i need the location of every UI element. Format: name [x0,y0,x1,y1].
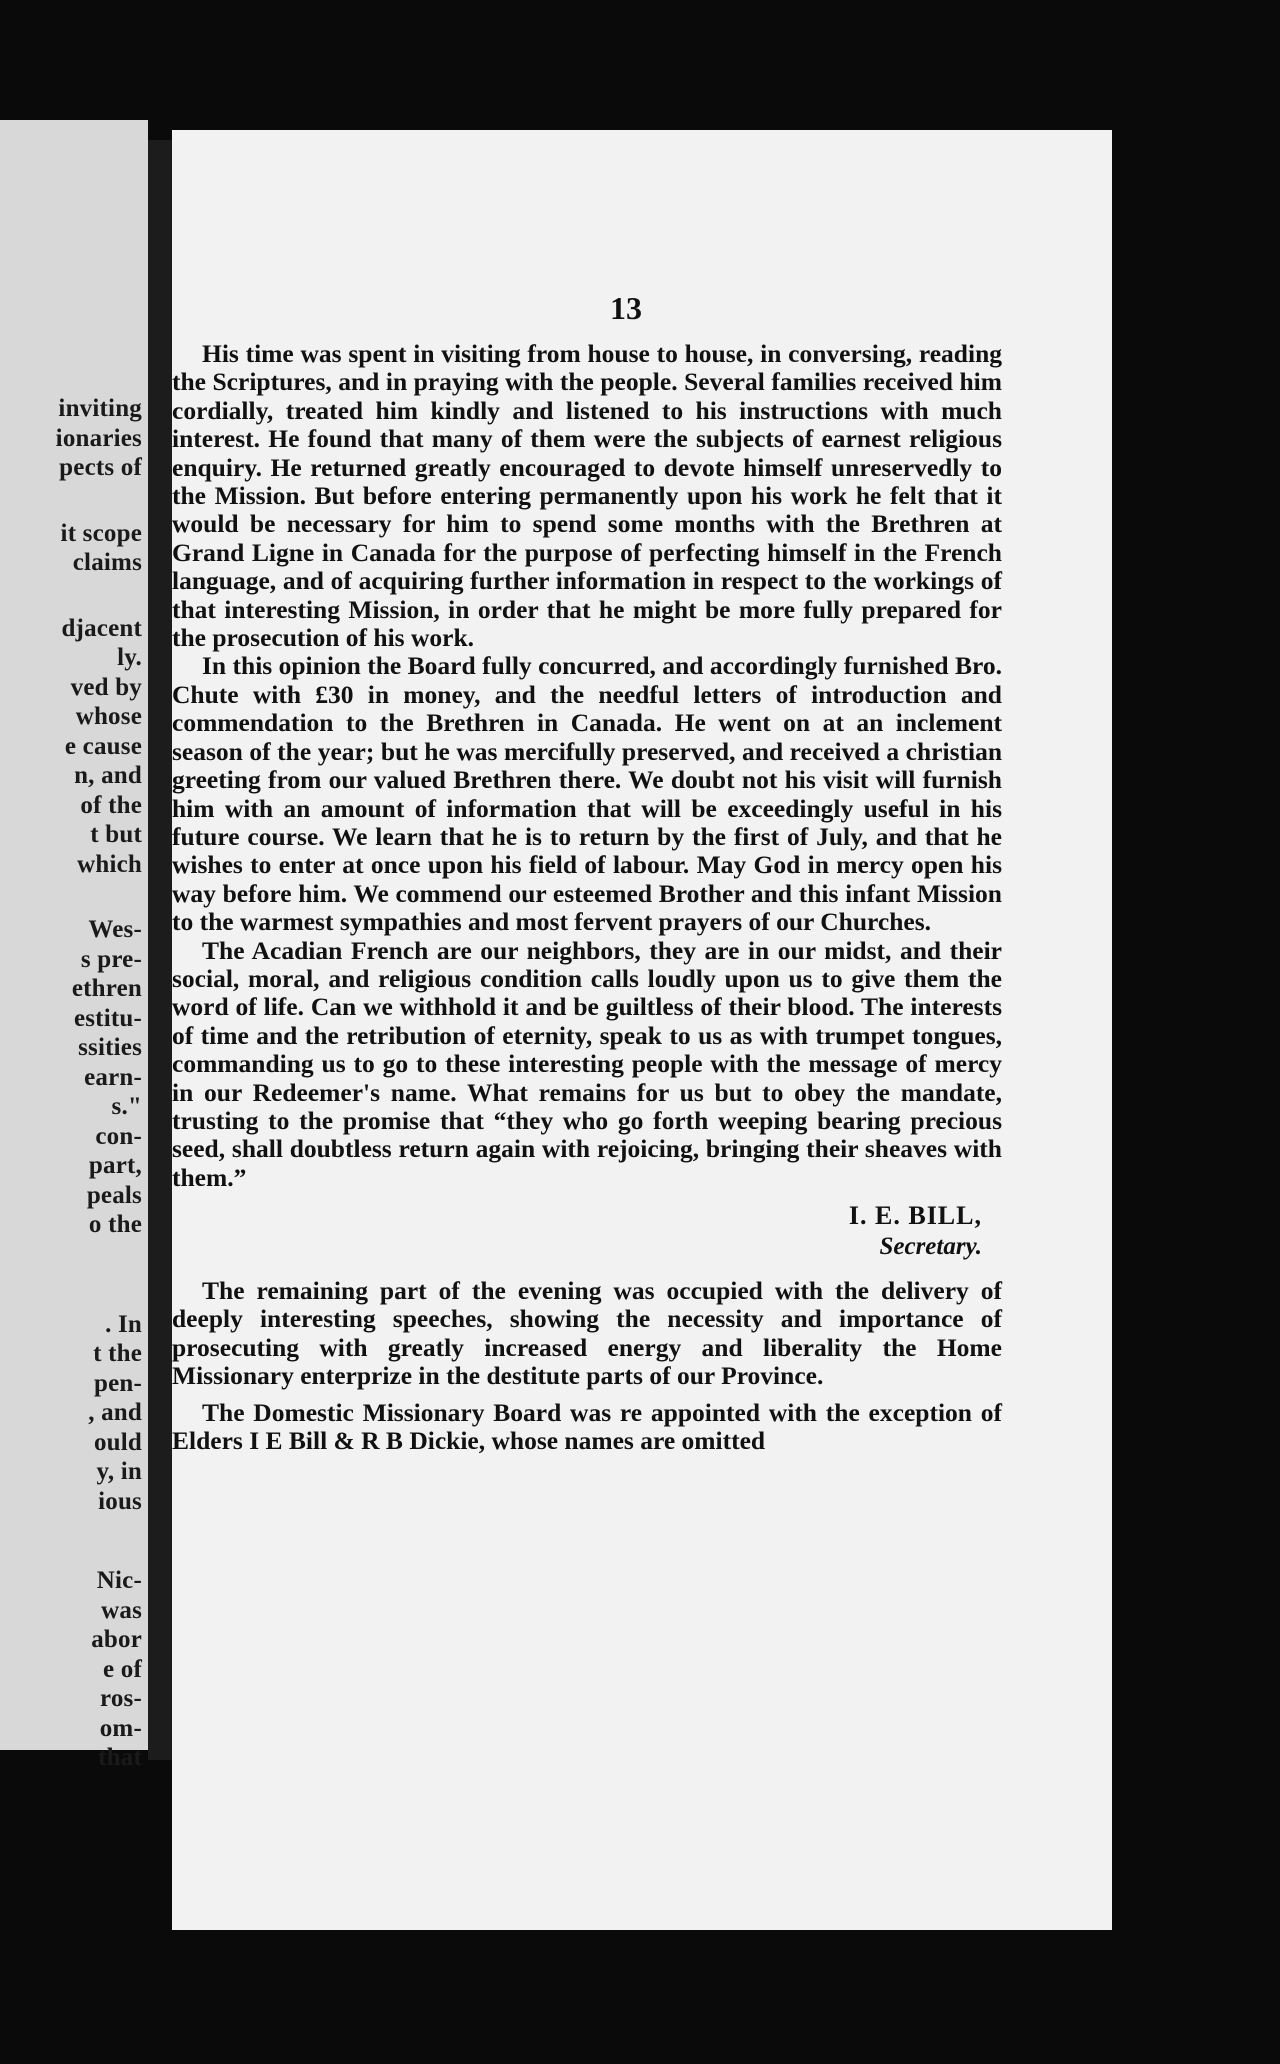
left-page-fragment: n, and [74,762,142,789]
left-page-fragment: ros- [100,1685,142,1712]
left-page-fragment: part, [88,1152,142,1179]
left-page-fragment: . In [105,1310,142,1338]
left-page-fragment: Nic- [96,1567,142,1594]
left-page-fragment: con- [95,1122,142,1150]
left-page-fragment: , and [88,1399,142,1426]
left-page-fragment: of the [80,791,142,819]
left-page-fragment: t but [90,821,142,848]
left-page-edge [0,120,148,1771]
left-page-fragment: earn- [84,1063,142,1091]
signature-title: Secretary. [879,1232,982,1260]
paragraph: His time was spent in visiting from house to house, in conversing, reading the Scriptures, and in praying with the people. Several families received him cordially, treated him kindly and listened to his instructions with much interest. He found that many of them were the subjects of earnest religious enquiry. He returned greatly encouraged to devote himself unreservedly to the Mission. But before entering permanently upon his work he felt that it would be necessary for him to spend some months with the Brethren at Grand Ligne in Canada for the purpose of perfecting himself in the French language, and of acquiring further information in respect to the workings of that interesting Mission, in order that he might be more fully prepared for the prosecution of his work. [172,339,1002,653]
left-page-fragment: ethren [71,975,142,1002]
left-page-fragment: djacent [61,614,142,642]
left-page-fragment: y, in [96,1458,142,1485]
paragraph: In this opinion the Board fully concurred, and accordingly furnished Bro. Chute with £30 in money, and the needful letters of introduction and commendation to the Brethren in Canada. He went on at an inclement season of the year; but he was mercifully preserved, and received a christian greeting from our valued Brethren there. We doubt not his visit will furnish him with an amount of information that will be exceedingly useful in his future course. We learn that he is to return by the first of July, and that he wishes to enter at once upon his field of labour. May God in mercy open his way before him. We commend our esteemed Brother and this infant Mission to the warmest sympathies and most fervent prayers of our Churches. [172,651,1002,937]
left-page-fragment: s pre- [80,945,142,973]
right-page [172,130,1112,1930]
left-page-fragment: om- [99,1714,142,1742]
left-page-fragment: that [98,1744,142,1771]
left-page-fragment: e cause [64,732,142,760]
body-text [172,340,1002,1463]
left-page-fragment: ious [98,1487,142,1515]
signature-block [172,1202,1002,1261]
left-page-fragment: ionaries [55,424,142,452]
left-page-fragment: ly. [117,644,142,671]
left-page-fragment: e of [103,1655,142,1683]
paragraph: The remaining part of the evening was occupied with the delivery of deeply interesting speeches, showing the necessity and importance of prosecuting with greatly increased energy and liberality the Home Missionary enterprize in the destitute parts of our Province. [172,1276,1002,1391]
left-page-fragment: ssities [78,1034,142,1061]
left-page-fragment: abor [91,1626,142,1653]
left-page-fragment: Wes- [88,916,142,943]
left-page-fragment: whose [75,703,142,730]
paragraph: The Acadian French are our neighbors, they are in our midst, and their social, moral, and religious condition calls loudly upon us to give them the word of life. Can we withhold it and be guiltless of their blood. The interests of time and the retribution of eternity, speak to us as with trumpet tongues, commanding us to go to these interesting people with the message of mercy in our Redeemer's name. What remains for us but to obey the mandate, trusting to the promise that “they who go forth weeping bearing precious seed, shall doubtless return again with rejoicing, bringing their sheaves with them.” [172,935,1002,1192]
paragraph: The Domestic Missionary Board was re appointed with the exception of Elders I E Bill & R B Dickie, whose names are omitted [172,1397,1002,1456]
left-page-fragment: estitu- [73,1004,142,1032]
left-page-fragment: t the [93,1340,142,1367]
left-page-fragment: pects of [59,454,142,481]
left-page-fragment: it scope [60,519,142,547]
left-page-fragment: was [101,1596,142,1624]
left-page-fragment: ould [93,1428,142,1456]
left-page-fragment: pen- [93,1369,142,1397]
signature-name: I. E. BILL, [848,1201,982,1231]
left-page-fragment: s." [111,1093,142,1120]
left-page-fragment: claims [72,549,142,576]
closing-section [172,1277,1002,1455]
left-page-fragment: o the [88,1211,142,1238]
left-page-fragment: peals [86,1181,142,1209]
left-page-fragment: which [77,850,142,878]
left-page-fragment: inviting [58,395,142,422]
page-number: 13 [610,290,642,326]
left-page-fragment: ved by [70,673,142,701]
